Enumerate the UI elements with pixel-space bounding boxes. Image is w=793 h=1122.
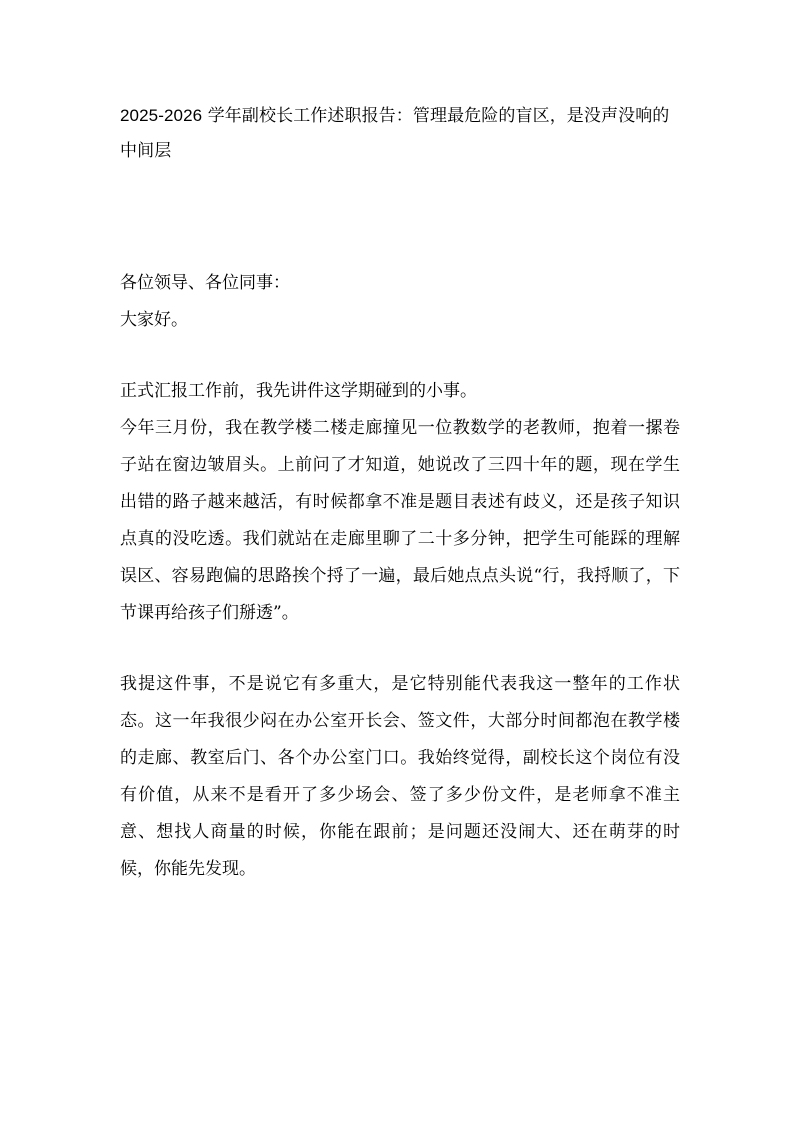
story-paragraph: 今年三月份，我在教学楼二楼走廊撞见一位教数学的老教师，抱着一摞卷子站在窗边皱眉头。上前问了才知道，她说改了三四十年的题，现在学生出错的路子越来越活，有时候都拿不准是题目表述有歧义，还是孩子知识点真的没吃透。我们就站在走廊里聊了二十多分钟，把学生可能踩的理解误区、容易跑偏的思路挨个捋了一遍，最后她点点头说“行，我捋顺了，下节课再给孩子们掰透”。 bbox=[120, 418, 680, 623]
reflection-paragraph: 我提这件事，不是说它有多重大，是它特别能代表我这一整年的工作状态。这一年我很少闷在办公室开长会、签文件，大部分时间都泡在教学楼的走廊、教室后门、各个办公室门口。我始终觉得，副校长这个岗位有没有价值，从来不是看开了多少场会、签了多少份文件，是老师拿不准主意、想找人商量的时候，你能在跟前；是问题还没闹大、还在萌芽的时候，你能先发现。 bbox=[120, 674, 680, 879]
greeting-block bbox=[120, 265, 680, 339]
document-body bbox=[120, 98, 680, 888]
greeting: 大家好。 bbox=[120, 310, 188, 330]
title-text: 学年副校长工作述职报告：管理最危险的盲区，是没声没响的中间层 bbox=[120, 106, 670, 161]
title-year: 2025-2026 bbox=[120, 106, 203, 125]
intro-paragraph: 正式汇报工作前，我先讲件这学期碰到的小事。 bbox=[120, 381, 477, 401]
salutation: 各位领导、各位同事： bbox=[120, 273, 290, 293]
document-title bbox=[120, 98, 680, 169]
